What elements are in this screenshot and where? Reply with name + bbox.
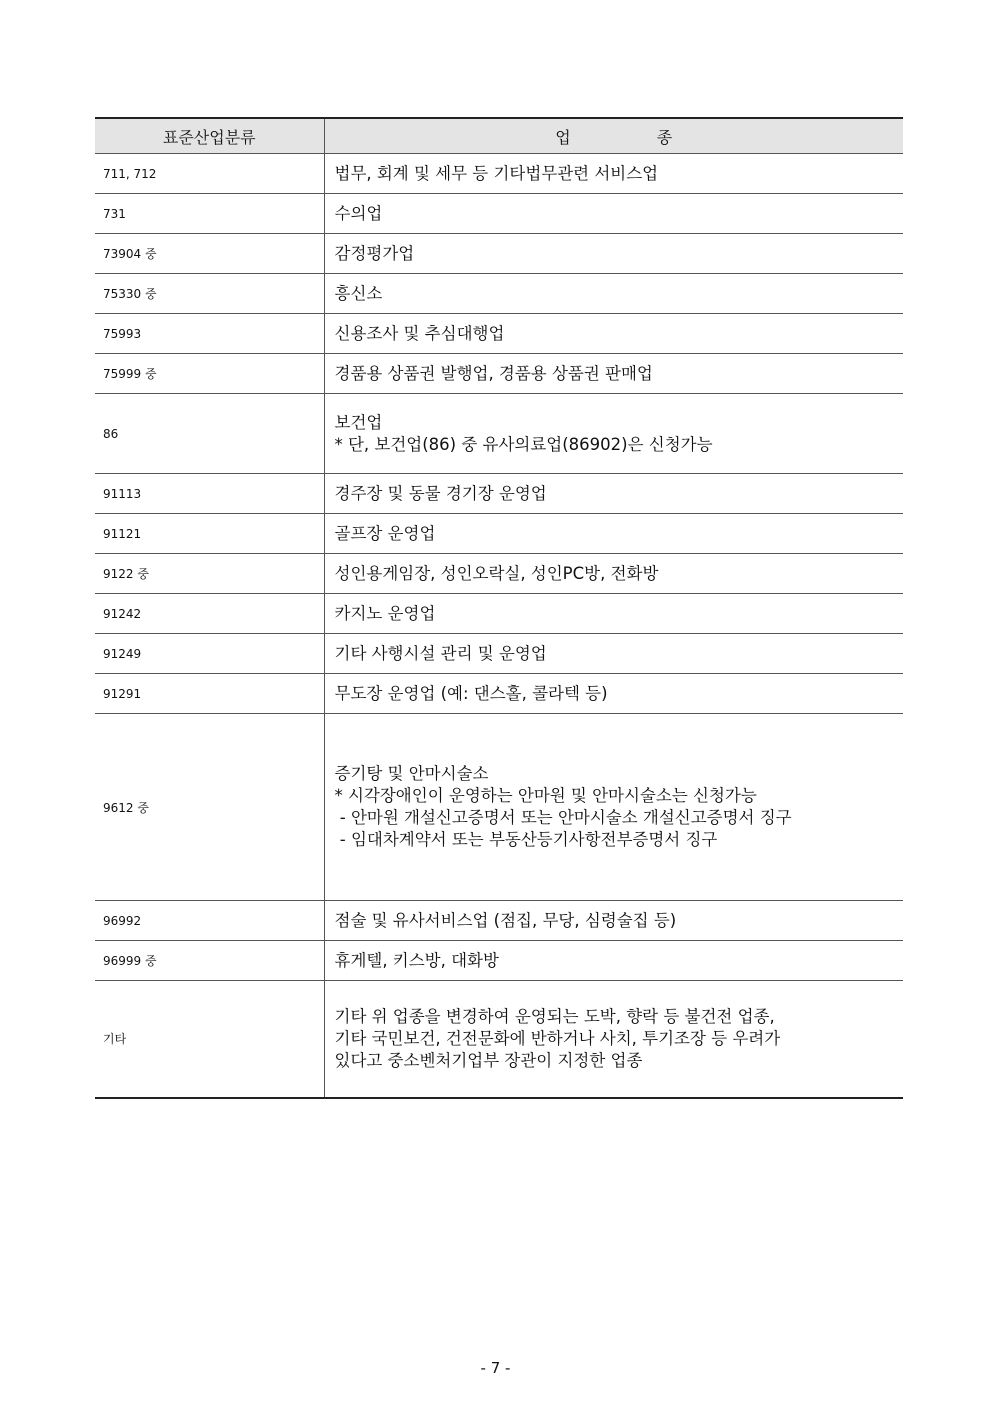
industry-description — [324, 394, 903, 474]
industry-code: 9122 중 — [95, 554, 324, 594]
industry-description — [324, 474, 903, 514]
industry-code: 91242 — [95, 594, 324, 634]
description-line: 법무, 회계 및 세무 등 기타법무관련 서비스업 — [334, 163, 659, 183]
description-line: * 단, 보건업(86) 중 유사의료업(86902)은 신청가능 — [334, 434, 713, 454]
industry-code: 73904 중 — [95, 234, 324, 274]
table-row — [95, 154, 903, 194]
page-number: - 7 - — [480, 1359, 511, 1377]
industry-code: 9612 중 — [95, 714, 324, 901]
description-line: 카지노 운영업 — [334, 603, 436, 623]
description-line: 무도장 운영업 (예: 댄스홀, 콜라텍 등) — [334, 683, 608, 703]
description-line: 신용조사 및 추심대행업 — [334, 323, 505, 343]
industry-description — [324, 194, 903, 234]
table-row — [95, 554, 903, 594]
industry-code: 731 — [95, 194, 324, 234]
industry-code: 75993 — [95, 314, 324, 354]
industry-description — [324, 594, 903, 634]
description-line: 수의업 — [334, 203, 383, 223]
table-row — [95, 634, 903, 674]
table-row — [95, 941, 903, 981]
industry-description — [324, 514, 903, 554]
description-line: 기타 사행시설 관리 및 운영업 — [334, 643, 547, 663]
industry-code: 91113 — [95, 474, 324, 514]
industry-description — [324, 714, 903, 901]
industry-code: 기타 — [95, 981, 324, 1098]
table-row — [95, 314, 903, 354]
table-row — [95, 714, 903, 901]
description-line: 보건업 — [334, 412, 383, 432]
header-industry-char-1: 업 — [555, 127, 571, 147]
table-row — [95, 514, 903, 554]
description-line: - 안마원 개설신고증명서 또는 안마시술소 개설신고증명서 징구 — [334, 808, 792, 827]
industry-description — [324, 554, 903, 594]
header-industry-char-2: 종 — [656, 127, 673, 147]
industry-code: 96999 중 — [95, 941, 324, 981]
description-line: 흥신소 — [334, 283, 383, 303]
description-line: - 임대차계약서 또는 부동산등기사항전부증명서 징구 — [334, 830, 718, 849]
description-line: 경주장 및 동물 경기장 운영업 — [334, 483, 547, 503]
table-row — [95, 674, 903, 714]
industry-description — [324, 314, 903, 354]
industry-description — [324, 634, 903, 674]
table-row — [95, 594, 903, 634]
header-industry — [324, 118, 903, 154]
industry-description — [324, 154, 903, 194]
description-line: 골프장 운영업 — [334, 523, 436, 543]
description-line: 경품용 상품권 발행업, 경품용 상품권 판매업 — [334, 363, 653, 383]
description-line: 있다고 중소벤처기업부 장관이 지정한 업종 — [334, 1050, 643, 1070]
table-row — [95, 274, 903, 314]
industry-code: 86 — [95, 394, 324, 474]
industry-description — [324, 981, 903, 1098]
industry-code: 711, 712 — [95, 154, 324, 194]
industry-description — [324, 901, 903, 941]
industry-table — [95, 117, 903, 1099]
description-line: 감정평가업 — [334, 243, 415, 263]
industry-code: 91291 — [95, 674, 324, 714]
description-line: 성인용게임장, 성인오락실, 성인PC방, 전화방 — [334, 563, 659, 583]
table-row — [95, 394, 903, 474]
table-row — [95, 234, 903, 274]
industry-description — [324, 274, 903, 314]
industry-code: 96992 — [95, 901, 324, 941]
industry-code: 75330 중 — [95, 274, 324, 314]
industry-code: 91249 — [95, 634, 324, 674]
description-line: * 시각장애인이 운영하는 안마원 및 안마시술소는 신청가능 — [334, 786, 757, 805]
description-line: 증기탕 및 안마시술소 — [334, 764, 489, 783]
table-row — [95, 981, 903, 1098]
industry-code: 75999 중 — [95, 354, 324, 394]
industry-description — [324, 234, 903, 274]
industry-code: 91121 — [95, 514, 324, 554]
table-row — [95, 354, 903, 394]
table-row — [95, 901, 903, 941]
table-header-row — [95, 118, 903, 154]
header-classification: 표준산업분류 — [95, 118, 324, 154]
description-line: 기타 위 업종을 변경하여 운영되는 도박, 향락 등 불건전 업종, — [334, 1006, 775, 1026]
description-line: 기타 국민보건, 건전문화에 반하거나 사치, 투기조장 등 우려가 — [334, 1028, 781, 1048]
table-row — [95, 474, 903, 514]
description-line: 점술 및 유사서비스업 (점집, 무당, 심령술집 등) — [334, 910, 677, 930]
industry-description — [324, 674, 903, 714]
industry-description — [324, 941, 903, 981]
table-row — [95, 194, 903, 234]
description-line: 휴게텔, 키스방, 대화방 — [334, 950, 499, 970]
industry-description — [324, 354, 903, 394]
